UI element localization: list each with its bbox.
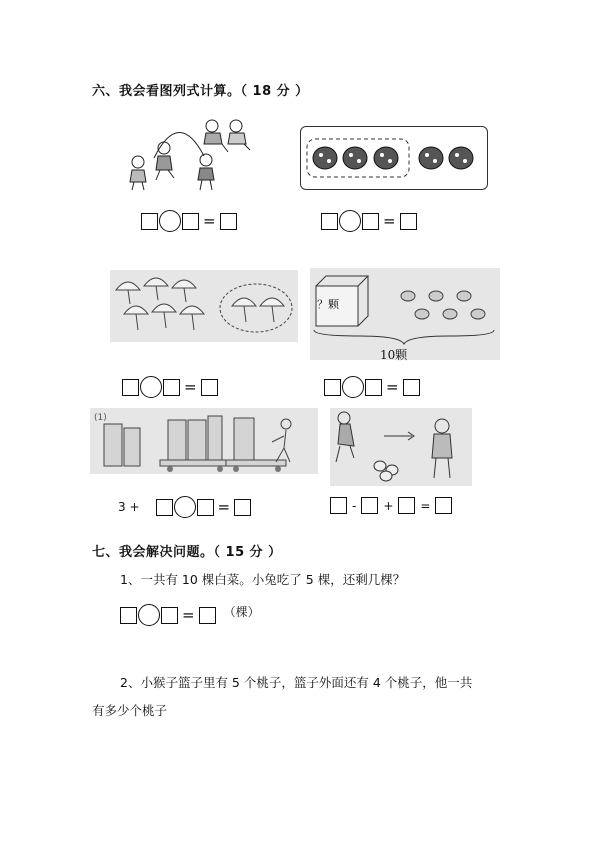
answer-box[interactable]: [362, 213, 379, 230]
equals-sign: =: [386, 378, 399, 396]
equation-2: [321, 210, 417, 232]
answer-box[interactable]: [398, 497, 415, 514]
unit-label: （棵）: [223, 604, 260, 619]
equation-3: [122, 376, 218, 398]
equals-sign: =: [217, 498, 231, 516]
answer-box[interactable]: [120, 607, 137, 624]
equation-1: [141, 210, 237, 232]
candy-total-label: 10颗: [380, 348, 408, 362]
operator-circle[interactable]: [140, 376, 162, 398]
equals-sign: =: [383, 212, 396, 230]
answer-box[interactable]: [122, 379, 139, 396]
answer-box[interactable]: [435, 497, 452, 514]
operator-circle[interactable]: [339, 210, 361, 232]
equals-sign: =: [184, 378, 197, 396]
equation-prefix: 3 +: [118, 500, 140, 514]
answer-box[interactable]: [161, 607, 178, 624]
equation-4: [324, 376, 420, 398]
answer-box[interactable]: [361, 497, 378, 514]
refrigerator-picture: [90, 408, 318, 474]
answer-box[interactable]: [234, 499, 251, 516]
answer-box[interactable]: [197, 499, 214, 516]
minus-sign: -: [352, 498, 357, 513]
operator-circle[interactable]: [174, 496, 196, 518]
answer-box[interactable]: [330, 497, 347, 514]
question-1-equation: [120, 604, 260, 626]
equation-5: [118, 496, 251, 518]
answer-box[interactable]: [400, 213, 417, 230]
answer-box[interactable]: [182, 213, 199, 230]
answer-box[interactable]: [365, 379, 382, 396]
answer-box[interactable]: [201, 379, 218, 396]
candy-box-label: ？颗: [317, 298, 339, 311]
answer-box[interactable]: [324, 379, 341, 396]
balls-picture: [330, 408, 472, 486]
section-6-title: 六、我会看图列式计算。（ 18 分 ）: [92, 84, 309, 99]
answer-box[interactable]: [199, 607, 216, 624]
equation-6: [330, 497, 452, 514]
operator-circle[interactable]: [342, 376, 364, 398]
answer-box[interactable]: [321, 213, 338, 230]
answer-box[interactable]: [403, 379, 420, 396]
equals-sign: =: [203, 212, 216, 230]
plus-sign: +: [383, 498, 394, 513]
equals-sign: =: [420, 498, 431, 513]
answer-box[interactable]: [220, 213, 237, 230]
answer-box[interactable]: [163, 379, 180, 396]
question-2-line-1: 2、小猴子篮子里有 5 个桃子，篮子外面还有 4 个桃子，他一共: [120, 675, 473, 690]
answer-box[interactable]: [141, 213, 158, 230]
equals-sign: =: [182, 606, 195, 624]
question-2-line-2: 有多少个桃子: [92, 703, 168, 718]
panel-mark: (1): [94, 413, 107, 423]
ladybug-picture: [300, 126, 488, 190]
jump-rope-picture: [124, 118, 252, 194]
section-7-title: 七、我会解决问题。（ 15 分 ）: [92, 545, 282, 560]
operator-circle[interactable]: [138, 604, 160, 626]
operator-circle[interactable]: [159, 210, 181, 232]
question-1: 1、一共有 10 棵白菜。小兔吃了 5 棵，还剩几棵？: [120, 572, 406, 587]
answer-box[interactable]: [156, 499, 173, 516]
umbrella-picture: [110, 270, 298, 342]
